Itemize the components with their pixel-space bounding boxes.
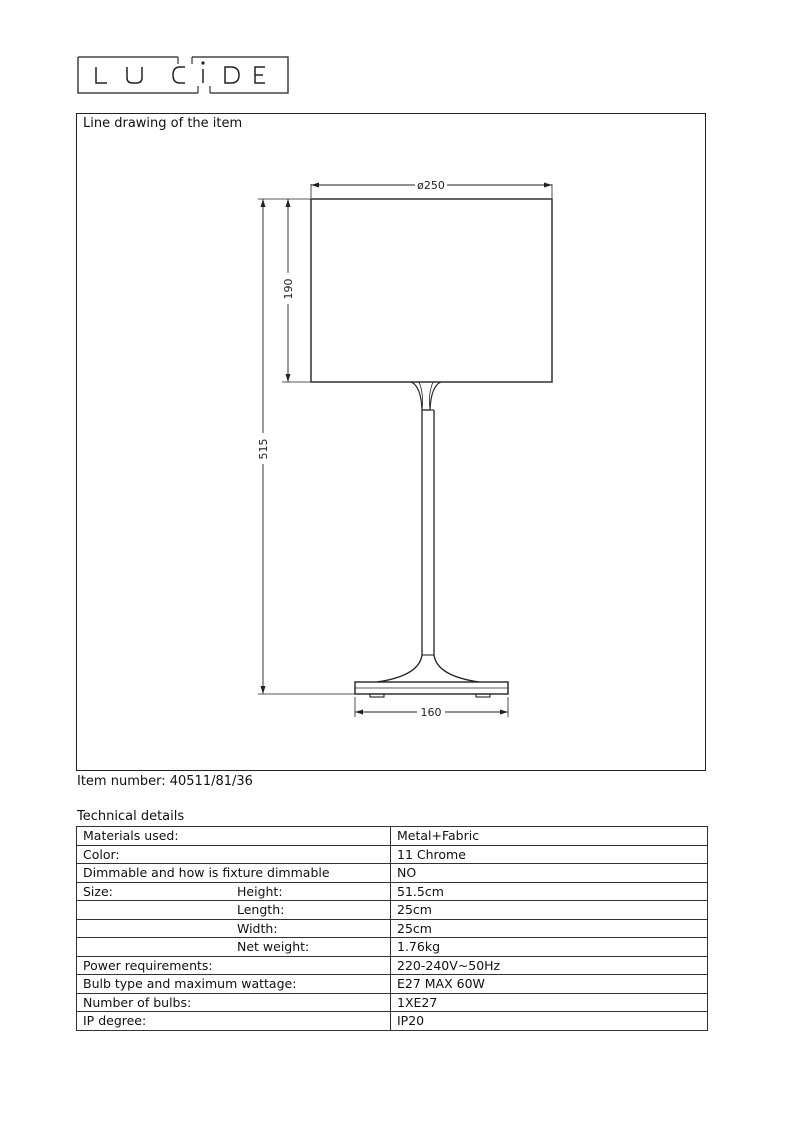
dimension-total-height: 515	[257, 438, 270, 460]
table-row	[77, 882, 708, 901]
spec-value: 25cm	[391, 919, 708, 938]
lamp-shade	[311, 199, 552, 382]
spec-label-cell: Materials used:	[77, 827, 391, 846]
spec-value: 220-240V~50Hz	[391, 956, 708, 975]
table-row	[77, 1012, 708, 1031]
spec-sublabel: Height:	[237, 883, 283, 899]
drawing-caption: Line drawing of the item	[83, 116, 243, 131]
brand-logo-graphic	[77, 56, 289, 94]
line-drawing-frame	[76, 113, 706, 771]
dimension-base-width: 160	[420, 706, 442, 719]
spec-value: 1.76kg	[391, 938, 708, 957]
technical-details-title: Technical details	[77, 809, 185, 824]
spec-value: 11 Chrome	[391, 845, 708, 864]
spec-value: IP20	[391, 1012, 708, 1031]
spec-label-cell: Dimmable and how is fixture dimmable	[77, 864, 391, 883]
spec-label-cell: Bulb type and maximum wattage:	[77, 975, 391, 994]
lamp-foot-flare	[377, 655, 479, 682]
spec-label-cell	[77, 882, 391, 901]
spec-value: 25cm	[391, 901, 708, 920]
spec-value: NO	[391, 864, 708, 883]
spec-label-cell: Number of bulbs:	[77, 993, 391, 1012]
table-row	[77, 993, 708, 1012]
table-row	[77, 827, 708, 846]
spec-sublabel: Width:	[237, 920, 278, 936]
spec-sublabel: Net weight:	[237, 939, 310, 955]
table-row	[77, 901, 708, 920]
table-row	[77, 975, 708, 994]
table-row	[77, 845, 708, 864]
spec-label: Size:	[83, 883, 113, 899]
dimension-shade-diameter: ø250	[417, 179, 445, 192]
table-row	[77, 864, 708, 883]
brand-logo	[77, 56, 289, 94]
spec-label-cell	[77, 919, 391, 938]
spec-label-cell	[77, 901, 391, 920]
dimension-shade-height: 190	[282, 278, 295, 300]
table-row	[77, 938, 708, 957]
spec-label-cell: IP degree:	[77, 1012, 391, 1031]
table-row	[77, 919, 708, 938]
spec-value: E27 MAX 60W	[391, 975, 708, 994]
spec-value: 51.5cm	[391, 882, 708, 901]
table-row	[77, 956, 708, 975]
lamp-neck	[411, 382, 441, 410]
spec-value: Metal+Fabric	[391, 827, 708, 846]
spec-sublabel: Length:	[237, 902, 285, 918]
spec-label-cell: Power requirements:	[77, 956, 391, 975]
item-number: Item number: 40511/81/36	[77, 774, 253, 789]
spec-label-cell	[77, 938, 391, 957]
spec-value: 1XE27	[391, 993, 708, 1012]
technical-details-table	[76, 826, 708, 1031]
lamp-line-drawing	[77, 114, 707, 772]
spec-label-cell: Color:	[77, 845, 391, 864]
